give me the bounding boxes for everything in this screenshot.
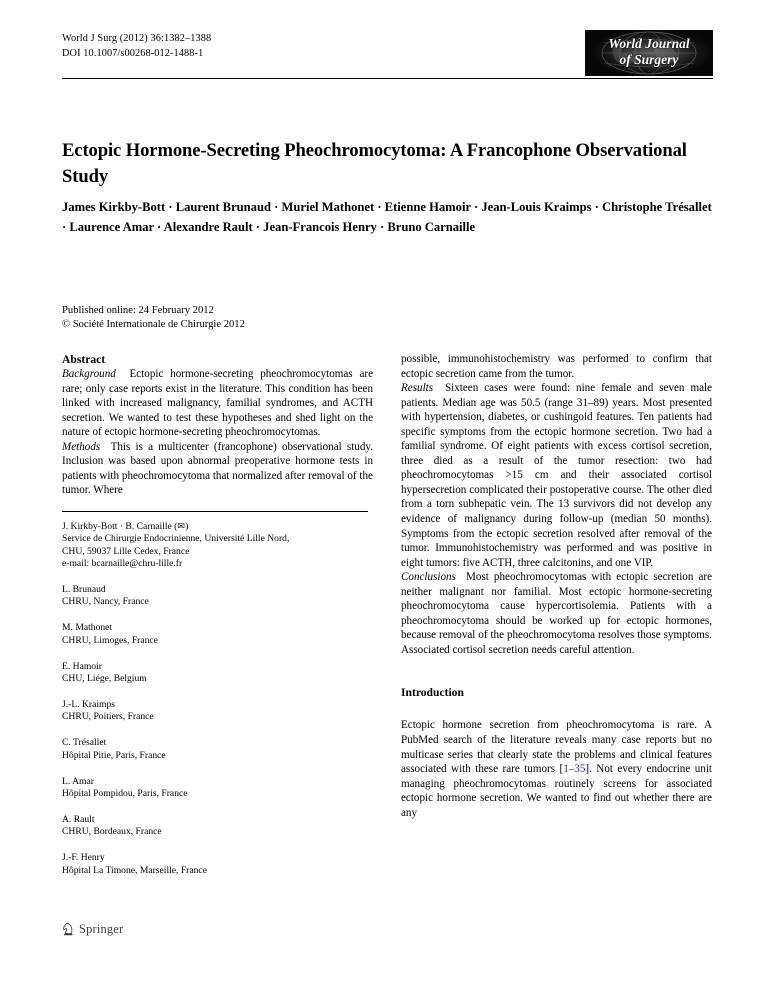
affiliation-group [62,737,373,762]
affiliation-line: CHU, Liége, Belgium [62,673,147,685]
affiliation-group [62,622,373,647]
citation-link[interactable]: 1–35 [563,763,586,776]
affiliation-names: J.-L. Kraimps [62,698,116,710]
affiliation-line: CHU, 59037 Lille Cedex, France [62,545,190,557]
introduction-paragraph [401,718,712,820]
affiliation-names: A. Rault [62,813,95,825]
abstract-heading: Abstract [62,353,106,366]
header-divider [62,78,713,79]
journal-logo-line1: World Journal [608,36,690,51]
abstract-methods-paragraph [62,440,373,498]
abstract-background-paragraph [62,367,373,440]
journal-logo-text [585,36,713,68]
left-column [62,352,373,877]
abstract-background-label: Background [62,368,116,380]
doi-line: DOI 10.1007/s00268-012-1488-1 [62,47,204,59]
affiliation-group [62,520,373,571]
affiliation-group [62,661,373,686]
affiliation-line: CHRU, Limoges, France [62,634,158,646]
affiliation-line: Hôpital Pompidou, Paris, France [62,788,188,800]
affiliation-line: Hôpital Pitie, Paris, France [62,749,166,761]
affiliation-names: L. Brunaud [62,584,106,596]
abstract-conclusions-label: Conclusions [401,571,456,584]
introduction-heading: Introduction [401,686,464,700]
page-header [62,30,713,78]
affiliation-group [62,852,373,877]
affiliation-block [62,520,373,877]
affiliation-names: L. Amar [62,775,94,787]
right-column [401,352,712,820]
affiliation-group [62,776,373,801]
affiliation-group [62,699,373,724]
affiliation-names-text: J. Kirkby-Bott · B. Carnaille ( [62,520,178,532]
published-online-line: Published online: 24 February 2012 [62,305,214,316]
affiliation-line: CHRU, Bordeaux, France [62,826,162,838]
abstract-results-text: Sixteen cases were found: nine female and seven male patients. Median age was 50.5 (range 31–89) years. Most presented with hypertension, diabetes, or cushingoid features. Ten patients had specific symptoms from the ectopic hormone secretion. Two had a familial syndrome. Of eight patients with excess cortisol secretion, three died as a result of the tumor resection: two had pheochromocytomas >15 cm and their associated cortisol hypersecretion complicated their postoperative course. The other died from a torn subhepatic vein. The 13 survivors did not develop any evidence of malignancy during follow-up (median 50 months). Symptoms from the ectopic secretion resolved after removal of the tumor. Immunohistochemistry was performed and was positive in eight tumors: five ACTH, three calcitonins, and one VIP. [401,382,712,569]
affiliation-group [62,584,373,609]
publication-info [62,304,462,331]
abstract-results-paragraph [401,381,712,570]
springer-logo [62,922,123,937]
springer-knight-icon [62,922,75,937]
journal-logo [585,30,713,76]
envelope-icon: ✉ [177,520,186,531]
affiliation-divider [62,511,368,512]
abstract-results-label: Results [401,382,434,395]
journal-logo-line2: of Surgery [619,52,679,67]
knight-chess-piece-icon [62,922,75,937]
abstract-methods-label: Methods [62,440,101,453]
introduction-text-after-citation: ]. Not every endocrine unit managing pheochromocytomas routinely screens for associated ectopic hormone secretion. We wanted to find out whether there are any [401,763,712,819]
affiliation-names: J.-F. Henry [62,852,105,864]
abstract-conclusions-text: Most pheochromocytomas with ectopic secretion are neither malignant nor familial. Most ectopic hormone-secreting pheochromocytoma cause hypercortisolemia. Patients with a pheochromocytoma should be worked up for ectopic hormones, because removal of the pheochromocytoma resolves those symptoms. Associated cortisol secretion needs careful attention. [401,571,713,656]
page-title: Ectopic Hormone-Secreting Pheochromocytoma: A Francophone Observational Study [62,140,687,188]
affiliation-line: Hôpital La Timone, Marseille, France [62,864,207,876]
affiliation-names [62,520,373,533]
journal-citation-line: World J Surg (2012) 36:1382–1388 [62,33,212,44]
affiliation-names-tail: ) [185,520,189,532]
abstract-methods-text: This is a multicenter (francophone) observational study. Inclusion was based upon abnormal preoperative hormone tests in patients with pheochromocytoma that normalized after removal of the tumor. Where [62,440,373,497]
affiliation-group [62,814,373,839]
affiliation-line: CHRU, Nancy, France [62,596,149,608]
affiliation-line: CHRU, Poitiers, France [62,711,154,723]
copyright-line: © Société Internationale de Chirurgie 2012 [62,318,245,330]
journal-citation-block [62,32,211,61]
springer-wordmark: Springer [79,922,124,936]
abstract-background-text: Ectopic hormone-secreting pheochromocytomas are rare; only case reports exist in the literature. This condition has been linked with increased malignancy, familial syndromes, and ACTH secretion. We wanted to test these hypotheses and shed light on the nature of ectopic hormone-secreting pheochromocytomas. [62,368,374,439]
affiliation-names: C. Trésallet [62,737,107,749]
affiliation-email: e-mail: bcarnaille@chru-lille.fr [62,558,183,570]
affiliation-line: Service de Chirurgie Endocrinienne, Université Lille Nord, [62,533,290,545]
affiliation-names: E. Hamoir [62,660,102,672]
introduction-text-before-citation: Ectopic hormone secretion from pheochromocytoma is rare. A PubMed search of the literature reveals many case reports but no multicase series that clearly state the problems and clinical features associated with these rare tumors [ [401,719,712,776]
author-list: James Kirkby-Bott · Laurent Brunaud · Muriel Mathonet · Etienne Hamoir · Jean-Louis Kraimps · Christophe Trésallet · Laurence Amar · Alexandre Rault · Jean-Francois Henry · Bruno Carnaille [62,200,712,234]
abstract-conclusions-paragraph [401,570,712,657]
abstract-methods-continuation: possible, immunohistochemistry was performed to confirm that ectopic secretion came from the tumor. [401,353,712,380]
affiliation-names: M. Mathonet [62,622,113,634]
